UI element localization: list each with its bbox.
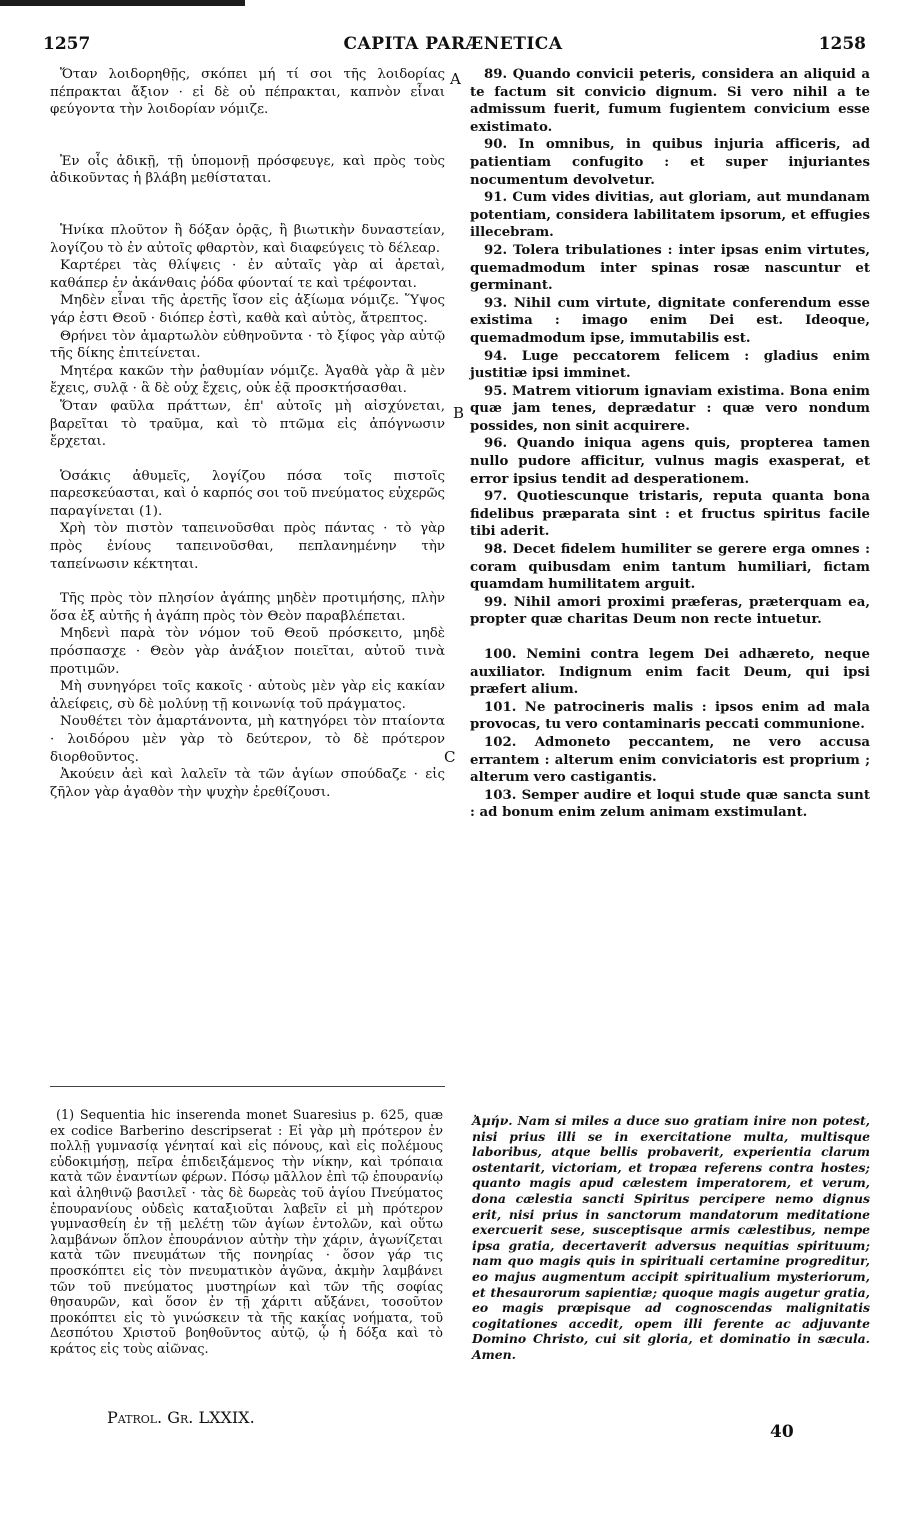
latin-paragraph: 94. Luge peccatorem felicem : gladius enim justitiæ ipsi imminet. xyxy=(470,348,870,382)
greek-paragraph: Ἀκούειν ἀεὶ καὶ λαλεῖν τὰ τῶν ἁγίων σπούδαζε · εἰς ζῆλον γὰρ ἀγαθὸν τὴν ψυχὴν ἐρεθίζουσι. xyxy=(50,767,445,800)
greek-paragraph: Νουθέτει τὸν ἁμαρτάνοντα, μὴ κατηγόρει τὸν πταίοντα · λοιδόρου μὲν γὰρ τὸ δεύτερον, τὸ δὲ πρότερον διορθοῦντος. xyxy=(50,714,445,765)
footnote-text: (1) Sequentia hic inserenda monet Suaresius p. 625, quæ ex codice Barberino descripserat : Εἰ γὰρ μὴ πρότερον ἐν πολλῇ γυμνασίᾳ γένηταί καὶ εἰς πόνους, καὶ εἰς πολέμους εὐδοκιμήσῃ, πεῖρα ἐπιδειξάμενος τὴν νίκην, καὶ τρόπαια κατὰ τῶν ἐναντίων φέρων. Πόσῳ μᾶλλον ἐπὶ τῷ ἐπουρανίῳ καὶ ἀληθινῷ βασιλεῖ · τὰς δὲ δωρεὰς τοῦ ἁγίου Πνεύματος ἐπουρανίους οὐδεὶς καταξιοῦται λαβεῖν εἰ μὴ πρότερον γυμνασθείη ἐν τῇ μελέτῃ τῶν ἁγίων ἐντολῶν, καὶ οὕτω λαμβάνων ὅπλον ἐπουράνιον αὐτὴν τὴν χάριν, ἀγωνίζεται κατὰ τῶν πνευμάτων τῆς πονηρίας · ὅσον γάρ τις προσκόπτει εἰς τὸν πνευματικὸν ἀγῶνα, ἀκμὴν λαμβάνει τῶν τοῦ πνεύματος μυστηρίων καὶ τῶν τῆς σοφίας θησαυρῶν, καὶ ὅσον ἐν τῇ χάριτι αὔξάνει, τοσοῦτον προκόπτει εἰς τὸ γινώσκειν τὰ τῆς κακίας νοήματα, τοῦ Δεσπότου Χριστοῦ βοηθοῦντος αὐτῷ, ᾧ ἡ δόξα καὶ τὸ κράτος εἰς τοὺς αἰῶνας. xyxy=(50,1108,443,1357)
latin-paragraph: 95. Matrem vitiorum ignaviam existima. Bona enim quæ jam tenes, deprædatur : quæ vero nondum possides, non sinit acquirere. xyxy=(470,383,870,434)
footnote-latin xyxy=(472,1113,870,1363)
latin-paragraph: 89. Quando convicii peteris, considera an aliquid a te factum sit convicio dignum. Si vero nihil a te admissum fuerit, fumum fugientem convicium esse existimato. xyxy=(470,67,870,135)
greek-paragraph: Καρτέρει τὰς θλίψεις · ἐν αὐταῖς γὰρ αἱ ἀρεταὶ, καθάπερ ἐν ἀκάνθαις ῥόδα φύονταί τε καὶ τρέφονται. xyxy=(50,258,445,291)
greek-paragraph: Θρήνει τὸν ἁμαρτωλὸν εὐθηνοῦντα · τὸ ξίφος γὰρ αὐτῷ τῆς δίκης ἐπιτείνεται. xyxy=(50,328,445,362)
greek-column xyxy=(50,66,445,801)
latin-paragraph: 98. Decet fidelem humiliter se gerere erga omnes : coram quibusdam enim tantum humiliari, fictam quamdam humilitatem arguit. xyxy=(470,542,870,593)
column-number-right: 1258 xyxy=(818,34,866,54)
margin-marker-a: A xyxy=(450,70,461,88)
greek-paragraph: Μὴ συνηγόρει τοῖς κακοῖς · αὐτοὺς μὲν γὰρ εἰς κακίαν ἀλείφεις, σὺ δὲ μολύνῃ τῇ κοινωνίᾳ τοῦ πράγματος. xyxy=(50,679,445,712)
greek-paragraph: Ἐν οἷς ἀδικῇ, τῇ ὑπομονῇ πρόσφευγε, καὶ πρὸς τοὺς ἀδικοῦντας ἡ βλάβη μεθίσταται. xyxy=(50,153,445,187)
latin-paragraph: 102. Admoneto peccantem, ne vero accusa errantem : alterum enim conviciatoris est proprium ; alterum vero castigantis. xyxy=(470,734,870,786)
latin-paragraph: 91. Cum vides divitias, aut gloriam, aut mundanam potentiam, considera labilitatem ipsorum, et effugies illecebram. xyxy=(470,190,870,241)
footnote-greek xyxy=(50,1108,443,1358)
latin-column xyxy=(470,66,870,822)
margin-marker-b: B xyxy=(453,404,465,422)
greek-paragraph: Τῆς πρὸς τὸν πλησίον ἀγάπης μηδὲν προτιμήσης, πλὴν ὅσα ἐξ αὐτῆς ἡ ἀγάπη πρὸς τὸν Θεὸν παραβλέπεται. xyxy=(50,591,445,624)
greek-paragraph: Μηδὲν εἶναι τῆς ἀρετῆς ἴσον εἰς ἀξίωμα νόμιζε. Ὕψος γάρ ἐστι Θεοῦ · διόπερ ἐστὶ, καθὰ καὶ αὐτὸς, ἄτρεπτος. xyxy=(50,293,445,326)
printer-signature: Patrol. Gr. LXXIX. xyxy=(107,1408,255,1427)
latin-paragraph: 101. Ne patrocineris malis : ipsos enim ad mala provocas, tu vero contaminaris peccati communione. xyxy=(470,699,870,733)
greek-paragraph: Ἡνίκα πλοῦτον ἢ δόξαν ὁρᾷς, ἢ βιωτικὴν δυναστείαν, λογίζου τὸ ἐν αὐτοῖς φθαρτὸν, καὶ διαφεύγεις τὸ δέλεαρ. xyxy=(50,222,445,256)
margin-marker-c: C xyxy=(444,748,456,766)
latin-paragraph: 96. Quando iniqua agens quis, propterea tamen nullo pudore afficitur, vulnus magis exasperat, et error ipsius tendit ad desperationem. xyxy=(470,436,870,487)
latin-paragraph: 99. Nihil amori proximi præferas, præterquam ea, propter quæ charitas Deum non recte intuetur. xyxy=(470,594,870,628)
greek-paragraph: Ὁσάκις ἀθυμεῖς, λογίζου πόσα τοῖς πιστοῖς παρεσκεύασται, καὶ ὁ καρπός σοι τοῦ πνεύματος εὐχερῶς παραγίνεται (1). xyxy=(50,468,445,519)
greek-paragraph: Μηδενὶ παρὰ τὸν νόμον τοῦ Θεοῦ πρόσκειτο, μηδὲ πρόσπασχε · Θεὸν γὰρ ἀνάξιον ποιεῖται, αὐτοῦ τινὰ προτιμῶν. xyxy=(50,626,445,677)
footnote-rule xyxy=(50,1086,445,1087)
greek-paragraph: Μητέρα κακῶν τὴν ῥαθυμίαν νόμιζε. Ἀγαθὰ γὰρ ἃ μὲν ἔχεις, συλᾷ · ἃ δὲ οὐχ ἔχεις, οὐκ ἐᾷ προσκτήσασθαι. xyxy=(50,363,445,397)
sheet-number: 40 xyxy=(770,1422,794,1442)
top-rule xyxy=(0,0,245,6)
greek-paragraph: Χρὴ τὸν πιστὸν ταπεινοῦσθαι πρὸς πάντας · τὸ γὰρ πρὸς ἐνίους ταπεινοῦσθαι, πεπλανημένην τὴν ταπείνωσιν κέκτηται. xyxy=(50,521,445,572)
latin-paragraph: 103. Semper audire et loqui stude quæ sancta sunt : ad bonum enim zelum animam exstimulant. xyxy=(470,787,870,821)
latin-paragraph: 97. Quotiescunque tristaris, reputa quanta bona fidelibus præparata sint : et fructus spiritus facile tibi aderit. xyxy=(470,489,870,540)
footnote-translation: Ἀμήν. Nam si miles a duce suo gratiam inire non potest, nisi prius illi se in exercitatione multa, multisque laboribus, atque bellis probaverit, experientia clarum ostentarit, victoriam, et tropæa referens contra hostes; quanto magis apud cælestem imperatorem, et verum, dona cælestia sancti Spiritus percipere nemo dignus erit, nisi prius in sanctorum mandatorum meditatione exercuerit sese, susceptisque armis cælestibus, nempe ipsa gratia, decertaverit adversus nequitias spirituum; nam quo magis quis in spirituali certamine progreditur, eo majus augmentum accipit spiritualium mysteriorum, et thesaurorum sapientiæ; quoque magis augetur gratia, eo magis prœpisque ad cognoscendas malignitatis cogitationes accedit, opem illi ferente ac adjuvante Domino Christo, cui sit gloria, et dominatio in sæcula. Amen. xyxy=(472,1113,870,1362)
latin-paragraph: 90. In omnibus, in quibus injuria afficeris, ad patientiam confugito : et super injuriantes nocumentum devolvetur. xyxy=(470,137,870,188)
latin-paragraph: 100. Nemini contra legem Dei adhæreto, neque auxiliator. Indignum enim facit Deum, qui ipsi præfert alium. xyxy=(470,647,870,698)
latin-paragraph: 93. Nihil cum virtute, dignitate conferendum esse existima : imago enim Dei est. Ideoque, quemadmodum ipse, immutabilis est. xyxy=(470,295,870,346)
running-title: CAPITA PARÆNETICA xyxy=(343,34,563,54)
greek-paragraph: Ὅταν λοιδορηθῇς, σκόπει μή τί σοι τῆς λοιδορίας πέπρακται ἄξιον · εἰ δὲ οὐ πέπρακται, καπνὸν εἶναι φεύγοντα τὴν λοιδορίαν νόμιζε. xyxy=(50,67,445,118)
column-number-left: 1257 xyxy=(43,34,91,54)
greek-paragraph: Ὅταν φαῦλα πράττων, ἐπ' αὐτοῖς μὴ αἰσχύνεται, βαρεῖται τὸ τραῦμα, καὶ τὸ πτῶμα εἰς ἀπόγνωσιν ἔρχεται. xyxy=(50,398,445,450)
latin-paragraph: 92. Tolera tribulationes : inter ipsas enim virtutes, quemadmodum inter spinas rosæ nascuntur et germinant. xyxy=(470,242,870,294)
